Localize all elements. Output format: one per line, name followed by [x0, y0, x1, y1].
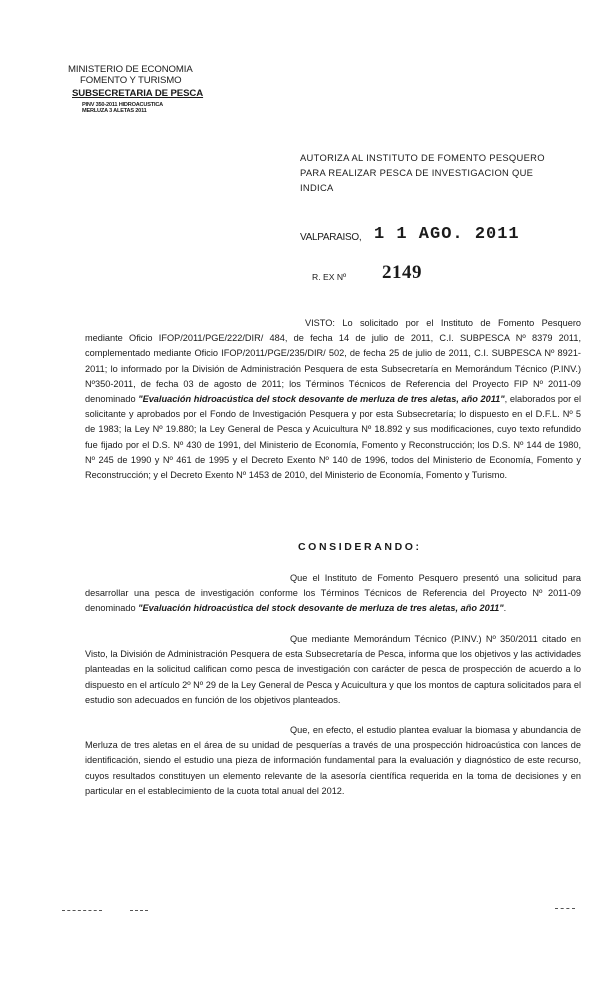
- reference-code: PINV 350-2011 HIDROACUSTICA: [82, 102, 164, 108]
- considerando-paragraph-1: [85, 571, 581, 617]
- considerando-1-end: .: [503, 603, 507, 614]
- considerando-heading: CONSIDERANDO:: [298, 541, 422, 553]
- resolution-title: [300, 150, 580, 195]
- ministry-subtitle: FOMENTO Y TURISMO: [80, 75, 182, 86]
- visto-project-name: "Evaluación hidroacústica del stock desovante de merluza de tres aletas, año 2011": [138, 394, 505, 405]
- reference-subject: MERLUZA 3 ALETAS 2011: [82, 108, 147, 115]
- ministry-name: MINISTERIO DE ECONOMIA: [68, 64, 193, 75]
- footer-mark-right: [555, 908, 575, 909]
- title-line-3: INDICA: [300, 182, 334, 193]
- subsecretaria-name: SUBSECRETARIA DE PESCA: [72, 88, 204, 99]
- ministry-header: [68, 64, 218, 115]
- considerando-1-text: Que el Instituto de Fomento Pesquero presentó una solicitud para desarrollar una pesca de investigación conforme los Términos Técnicos de Referencia del Proyecto Nº 2011-09 denominado: [85, 573, 581, 614]
- visto-text-rest: , elaborados por el solicitante y aprobados por el Fondo de Investigación Pesquera y por esta Subsecretaría; lo dispuesto en el D.F.L. Nº 5 de 1983; la Ley Nº 19.880; la Ley General de Pesca y Acuicultura Nº 18.892 y sus modificaciones, cuyo texto refundido fue fijado por el D.S. Nº 430 de 1991, del Ministerio de Economía, Fomento y Reconstrucción; los D.S. Nº 144 de 1980, Nº 245 de 1990 y Nº 461 de 1995 y el Decreto Exento Nº 140 de 1996, todos del Ministerio de Economía, Fomento y Reconstrucción; y el Decreto Exento Nº 1453 de 2010, del Ministerio de Economía, Fomento y Turismo.: [85, 394, 582, 481]
- title-line-1: AUTORIZA AL INSTITUTO DE FOMENTO PESQUERO: [300, 152, 545, 163]
- considerando-paragraph-3: Que, en efecto, el estudio plantea evaluar la biomasa y abundancia de Merluza de tres aletas en el área de su unidad de pesquerías a través de una prospección hidroacústica con lances de identificación, siendo el estudio una pieza de información fundamental para la evaluación y diagnóstico de este recurso, cuyos resultados constituyen un elemento relevante de la asesoría científica requerida en la toma de decisiones y en particular en el establecimiento de la cuota total anual del 2012.: [85, 725, 581, 796]
- place-label: VALPARAISO,: [300, 232, 362, 243]
- title-line-2: PARA REALIZAR PESCA DE INVESTIGACION QUE: [300, 167, 534, 178]
- rex-label: R. EX Nº: [312, 272, 347, 282]
- footer-mark-left: [62, 910, 102, 911]
- visto-paragraph: [85, 316, 581, 483]
- date-stamp: 1 1 AGO. 2011: [374, 225, 520, 244]
- rex-number: 2149: [382, 262, 422, 283]
- considerando-1-project-name: "Evaluación hidroacústica del stock desovante de merluza de tres aletas, año 2011": [138, 603, 504, 614]
- considerando-paragraph-2: Que mediante Memorándum Técnico (P.INV.) Nº 350/2011 citado en Visto, la División de Administración Pesquera de esta Subsecretaría de Pesca, informa que los objetivos y las actividades planteadas en la solicitud califican como pesca de investigación con carácter de pesca de prospección de acuerdo a lo dispuesto en el artículo 2º Nº 29 de la Ley General de Pesca y Acuicultura y que los montos de captura solicitados para el estudio son adecuados en función de los objetivos planteados.: [85, 634, 581, 705]
- footer-mark-center: [130, 910, 148, 911]
- visto-text: VISTO: Lo solicitado por el Instituto de Fomento Pesquero mediante Oficio IFOP/2011/PGE/222/DIR/ 484, de fecha 14 de julio de 2011, C.I. SUBPESCA Nº 8379 2011, complementado mediante Oficio IFOP/2011/PGE/235/DIR/ 502, de fecha 25 de julio de 2011, C.I. SUBPESCA Nº 8921-2011; lo informado por la División de Administración Pesquera de esta Subsecretaría en Memorándum Técnico (P.INV.) Nº350-2011, de fecha 03 de agosto de 2011; los Términos Técnicos de Referencia del Proyecto FIP Nº 2011-09 denominado: [85, 318, 581, 405]
